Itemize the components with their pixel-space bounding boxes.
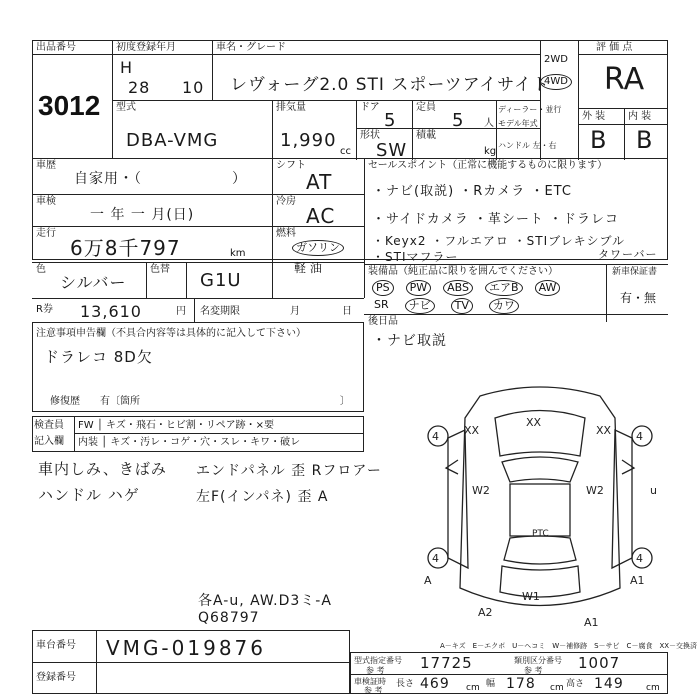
color-label: 色 (36, 264, 46, 275)
diagram-mark-a1-right: A1 (630, 574, 645, 587)
fuel-value: ガソリン (292, 240, 344, 256)
inspector-row-2: 内装 │ キズ・汚レ・コゲ・穴・スレ・キワ・破レ (78, 437, 301, 448)
load-label: 積載 (416, 130, 436, 141)
diagram-mark-xx-hood: XX (526, 416, 542, 429)
ac-label: 冷房 (276, 196, 296, 207)
length-value: 469 (420, 676, 450, 692)
sales-line-3: ・Keyx2 ・フルエアロ ・STIブレキシブル (372, 234, 626, 248)
color-value: シルバー (60, 273, 127, 292)
inspector-comment-2: ハンドル ハゲ (38, 486, 140, 504)
first-reg-label: 初度登録年月 (116, 42, 176, 53)
car-diagram (410, 378, 670, 628)
chassis-value: VMG-019876 (106, 636, 266, 660)
mileage-label: 走行 (36, 228, 56, 239)
diagram-mark-wheel-rr: 4 (636, 552, 643, 565)
history-label: 車歴 (36, 160, 56, 171)
class-value: 1007 (578, 654, 621, 672)
diagram-note-roof: PTC (532, 529, 549, 539)
diagram-mark-a-left: A (424, 574, 432, 587)
cert-label: 車検証時 (354, 677, 386, 686)
ac-value: AC (306, 204, 336, 228)
model-value: DBA-VMG (126, 130, 219, 151)
diagram-mark-w2-right: W2 (586, 484, 604, 497)
width-label: 幅 (486, 679, 496, 689)
equipment-label: 装備品（純正品に限りを囲んでください） (368, 266, 558, 277)
equip-kawa: カワ (489, 298, 519, 314)
recycle-label: R券 (36, 304, 53, 315)
history-value: 自家用・（ ） (74, 171, 247, 187)
class-label: 類別区分番号 (514, 656, 562, 665)
sales-line-1: ・ナビ(取説) ・Rカメラ ・ETC (372, 184, 572, 199)
name-grade-label: 車名・グレード (216, 42, 286, 53)
mileage-value: 6万8千797 (70, 236, 181, 260)
shift-value: AT (306, 170, 333, 194)
inspector-check-label: 検査員 (34, 420, 64, 431)
new-car-label: 新車保証書 (612, 267, 658, 277)
doors-value: 5 (384, 110, 397, 131)
diagram-mark-a1-bottom: A1 (584, 616, 599, 628)
length-label: 長さ (396, 679, 415, 689)
diagram-mark-wheel-fl: 4 (432, 430, 439, 443)
shift-label: シフト (276, 160, 306, 171)
equipment-row-1 (372, 280, 560, 296)
model-year-label: モデル年式 (498, 119, 538, 128)
chassis-label: 車台番号 (36, 640, 76, 651)
name-grade-value: レヴォーグ2.0 STI スポーツアイサイト (230, 75, 550, 95)
width-value: 178 (506, 676, 536, 692)
inspector-comment-4: 左F(インパネ) 歪 A (196, 489, 329, 505)
shape-value: SW (376, 140, 408, 161)
sales-label: セールスポイント（正常に機能するものに限ります） (368, 160, 608, 171)
class-ref: 参 考 (524, 666, 543, 675)
sales-line-2: ・サイドカメラ ・革シート ・ドラレコ (372, 212, 619, 227)
inspector-comment-6: Q68797 (198, 610, 260, 626)
diagram-mark-xx-right: XX (596, 424, 612, 437)
repair-label: 修復歴 有〔箇所 (50, 396, 140, 407)
displacement-unit: cc (340, 146, 351, 157)
deadline-month: 月 (290, 306, 300, 317)
lot-number: 3012 (38, 90, 101, 121)
caution-label: 注意事項申告欄（不具合内容等は具体的に記入して下さい） (36, 328, 306, 339)
equip-airbag: エアB (485, 280, 523, 296)
dealer-label: ディーラー・並行 (498, 105, 562, 114)
rating-label: 評 価 点 (596, 42, 633, 53)
first-reg-month: 10 (182, 78, 205, 97)
height-label: 高さ (566, 679, 585, 689)
deadline-day: 日 (342, 306, 352, 317)
diagram-mark-a2: A2 (478, 606, 493, 619)
diagram-mark-wheel-rl: 4 (432, 552, 439, 565)
color-change-label: 色替 (150, 264, 170, 275)
interior-label: 内 装 (628, 111, 652, 122)
recycle-value: 13,610 (80, 302, 142, 321)
height-value: 149 (594, 676, 624, 692)
interior-value: B (636, 126, 654, 154)
afterwards-value: ・ナビ取説 (372, 333, 447, 349)
equip-abs: ABS (443, 280, 473, 296)
first-reg-year: 28 (128, 78, 151, 97)
drive-2wd: 2WD (544, 54, 568, 65)
mileage-unit: km (230, 248, 246, 259)
inspector-row-1: FW │ キズ・飛石・ヒビ割・リペア跡・×要 (78, 420, 274, 431)
seats-unit: 人 (484, 118, 494, 129)
afterwards-label: 後日品 (368, 316, 398, 327)
diagram-mark-xx-left: XX (464, 424, 480, 437)
sales-line-4: ・STIマフラー (372, 250, 459, 264)
inspector-comment-1: 車内しみ、きばみ (38, 460, 167, 478)
rating-value: RA (604, 62, 645, 97)
equip-pw: PW (406, 280, 432, 296)
inspector-entry-label: 記入欄 (34, 436, 64, 447)
new-car-value: 有・無 (620, 291, 657, 305)
diagram-legend: A－キズ E－エクボ U－ヘコミ W－補修跡 S－サビ C－腐食 XX－交換済 (440, 642, 698, 650)
equip-navi: ナビ (405, 298, 435, 314)
fuel-alt: 軽 油 (294, 261, 322, 275)
type-code-ref: 参 考 (366, 666, 385, 675)
equip-aw: AW (535, 280, 561, 296)
lot-label: 出品番号 (36, 42, 76, 53)
fuel-label: 燃料 (276, 228, 296, 239)
inspection-label: 車検 (36, 196, 56, 207)
sales-line-3b: タワーバー (598, 248, 658, 261)
caution-value: ドラレコ 8D欠 (44, 348, 153, 366)
inspector-comment-3: エンドパネル 歪 Rフロアー (196, 463, 382, 479)
type-code-label: 型式指定番号 (354, 656, 402, 665)
equip-tv: TV (451, 298, 473, 314)
seats-value: 5 (452, 110, 465, 131)
displacement-value: 1,990 (280, 130, 337, 151)
shape-label: 形状 (360, 130, 380, 141)
equipment-row-2 (374, 298, 519, 314)
seats-label: 定員 (416, 102, 436, 113)
exterior-value: B (590, 126, 608, 154)
exterior-label: 外 装 (582, 111, 606, 122)
recycle-yen: 円 (176, 306, 186, 317)
type-code-value: 17725 (420, 654, 473, 672)
diagram-mark-w1: W1 (522, 590, 540, 603)
cert-ref: 参 考 (364, 686, 383, 695)
equip-sr: SR (374, 298, 389, 311)
deadline-label: 名変期限 (200, 306, 240, 317)
inspector-comment-5: 各A-u, AW.D3ミ-A (198, 593, 332, 609)
length-unit: cm (466, 683, 480, 693)
doors-label: ドア (360, 102, 380, 113)
diagram-mark-u: u (650, 484, 657, 497)
diagram-mark-w2-left: W2 (472, 484, 490, 497)
color-code: G1U (200, 270, 242, 291)
handle-label: ハンドル 左・右 (498, 141, 557, 150)
reg-label: 登録番号 (36, 672, 76, 683)
inspection-value: 一 年 一 月(日) (90, 207, 195, 223)
equip-ps: PS (372, 280, 394, 296)
width-unit: cm (550, 683, 564, 693)
first-reg-era: H (120, 58, 134, 77)
displacement-label: 排気量 (276, 102, 306, 113)
diagram-mark-wheel-fr: 4 (636, 430, 643, 443)
repair-close: 〕 (340, 396, 350, 407)
height-unit: cm (646, 683, 660, 693)
load-unit: kg (484, 146, 497, 157)
drive-4wd: 4WD (540, 74, 572, 90)
model-label: 型式 (116, 102, 136, 113)
